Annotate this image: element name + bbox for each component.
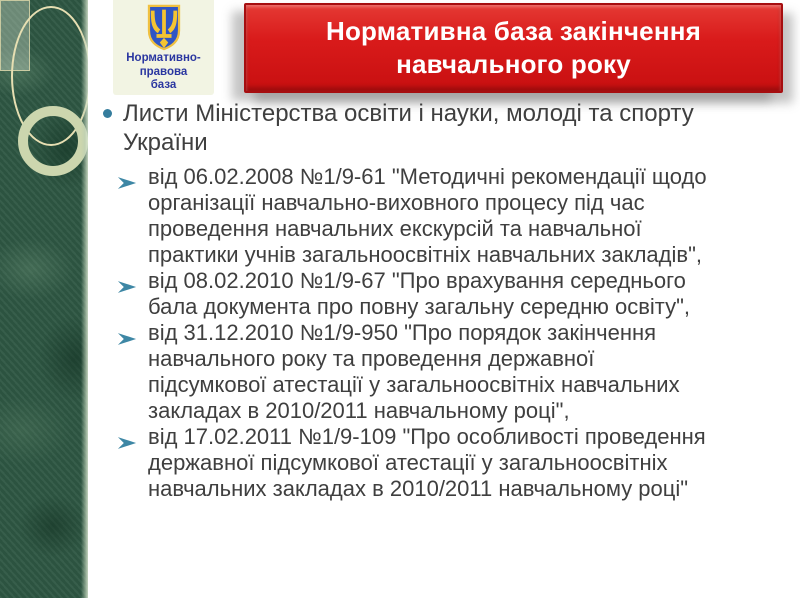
list-item-text: від 17.02.2011 №1/9-109 "Про особливості проведення державної підсумкової атестації у загальноосвітніх навчальних закладах в 2010/2011 навчальному році" <box>148 424 706 501</box>
title-banner <box>244 3 783 93</box>
page-title: Нормативна база закінчення <box>325 16 702 46</box>
logo-text-line: база <box>150 79 177 91</box>
sidebar-texture <box>0 0 88 598</box>
list-item-level1 <box>96 99 723 157</box>
page-title-line2: навчального року <box>396 49 631 79</box>
logo-text-line: Нормативно- <box>126 52 201 64</box>
list-item-level2 <box>96 424 713 502</box>
circle-bullet-icon <box>103 109 112 118</box>
sub-list <box>96 164 723 502</box>
list-item-text: від 31.12.2010 №1/9-950 "Про порядок закінчення навчального року та проведення державної підсумкової атестації у загальноосвітніх навчальних закладах в 2010/2011 навчальному році", <box>148 320 680 423</box>
list-item-level2 <box>96 164 713 268</box>
ring-decoration <box>18 106 88 176</box>
list-item-level2 <box>96 320 713 424</box>
logo-card <box>113 0 214 95</box>
arrow-bullet-icon <box>117 430 137 444</box>
ukraine-trident-icon <box>113 4 214 51</box>
arrow-bullet-icon <box>117 274 137 288</box>
slide-body <box>96 99 723 502</box>
logo-text-line: правова <box>139 65 188 78</box>
arrow-bullet-icon <box>117 170 137 184</box>
arrow-bullet-icon <box>117 326 137 340</box>
list-item-text: від 06.02.2008 №1/9-61 "Методичні рекомендації щодо організації навчально-виховного процесу під час проведення навчальних екскурсій та навчальної практики учнів загальноосвітніх навчальних закладів", <box>148 164 707 267</box>
list-item-text: Листи Міністерства освіти і науки, молоді та спорту України <box>123 100 694 156</box>
list-item-level2 <box>96 268 713 320</box>
list-item-text: від 08.02.2010 №1/9-67 "Про врахування середнього бала документа про повну загальну середню освіту", <box>148 268 691 319</box>
